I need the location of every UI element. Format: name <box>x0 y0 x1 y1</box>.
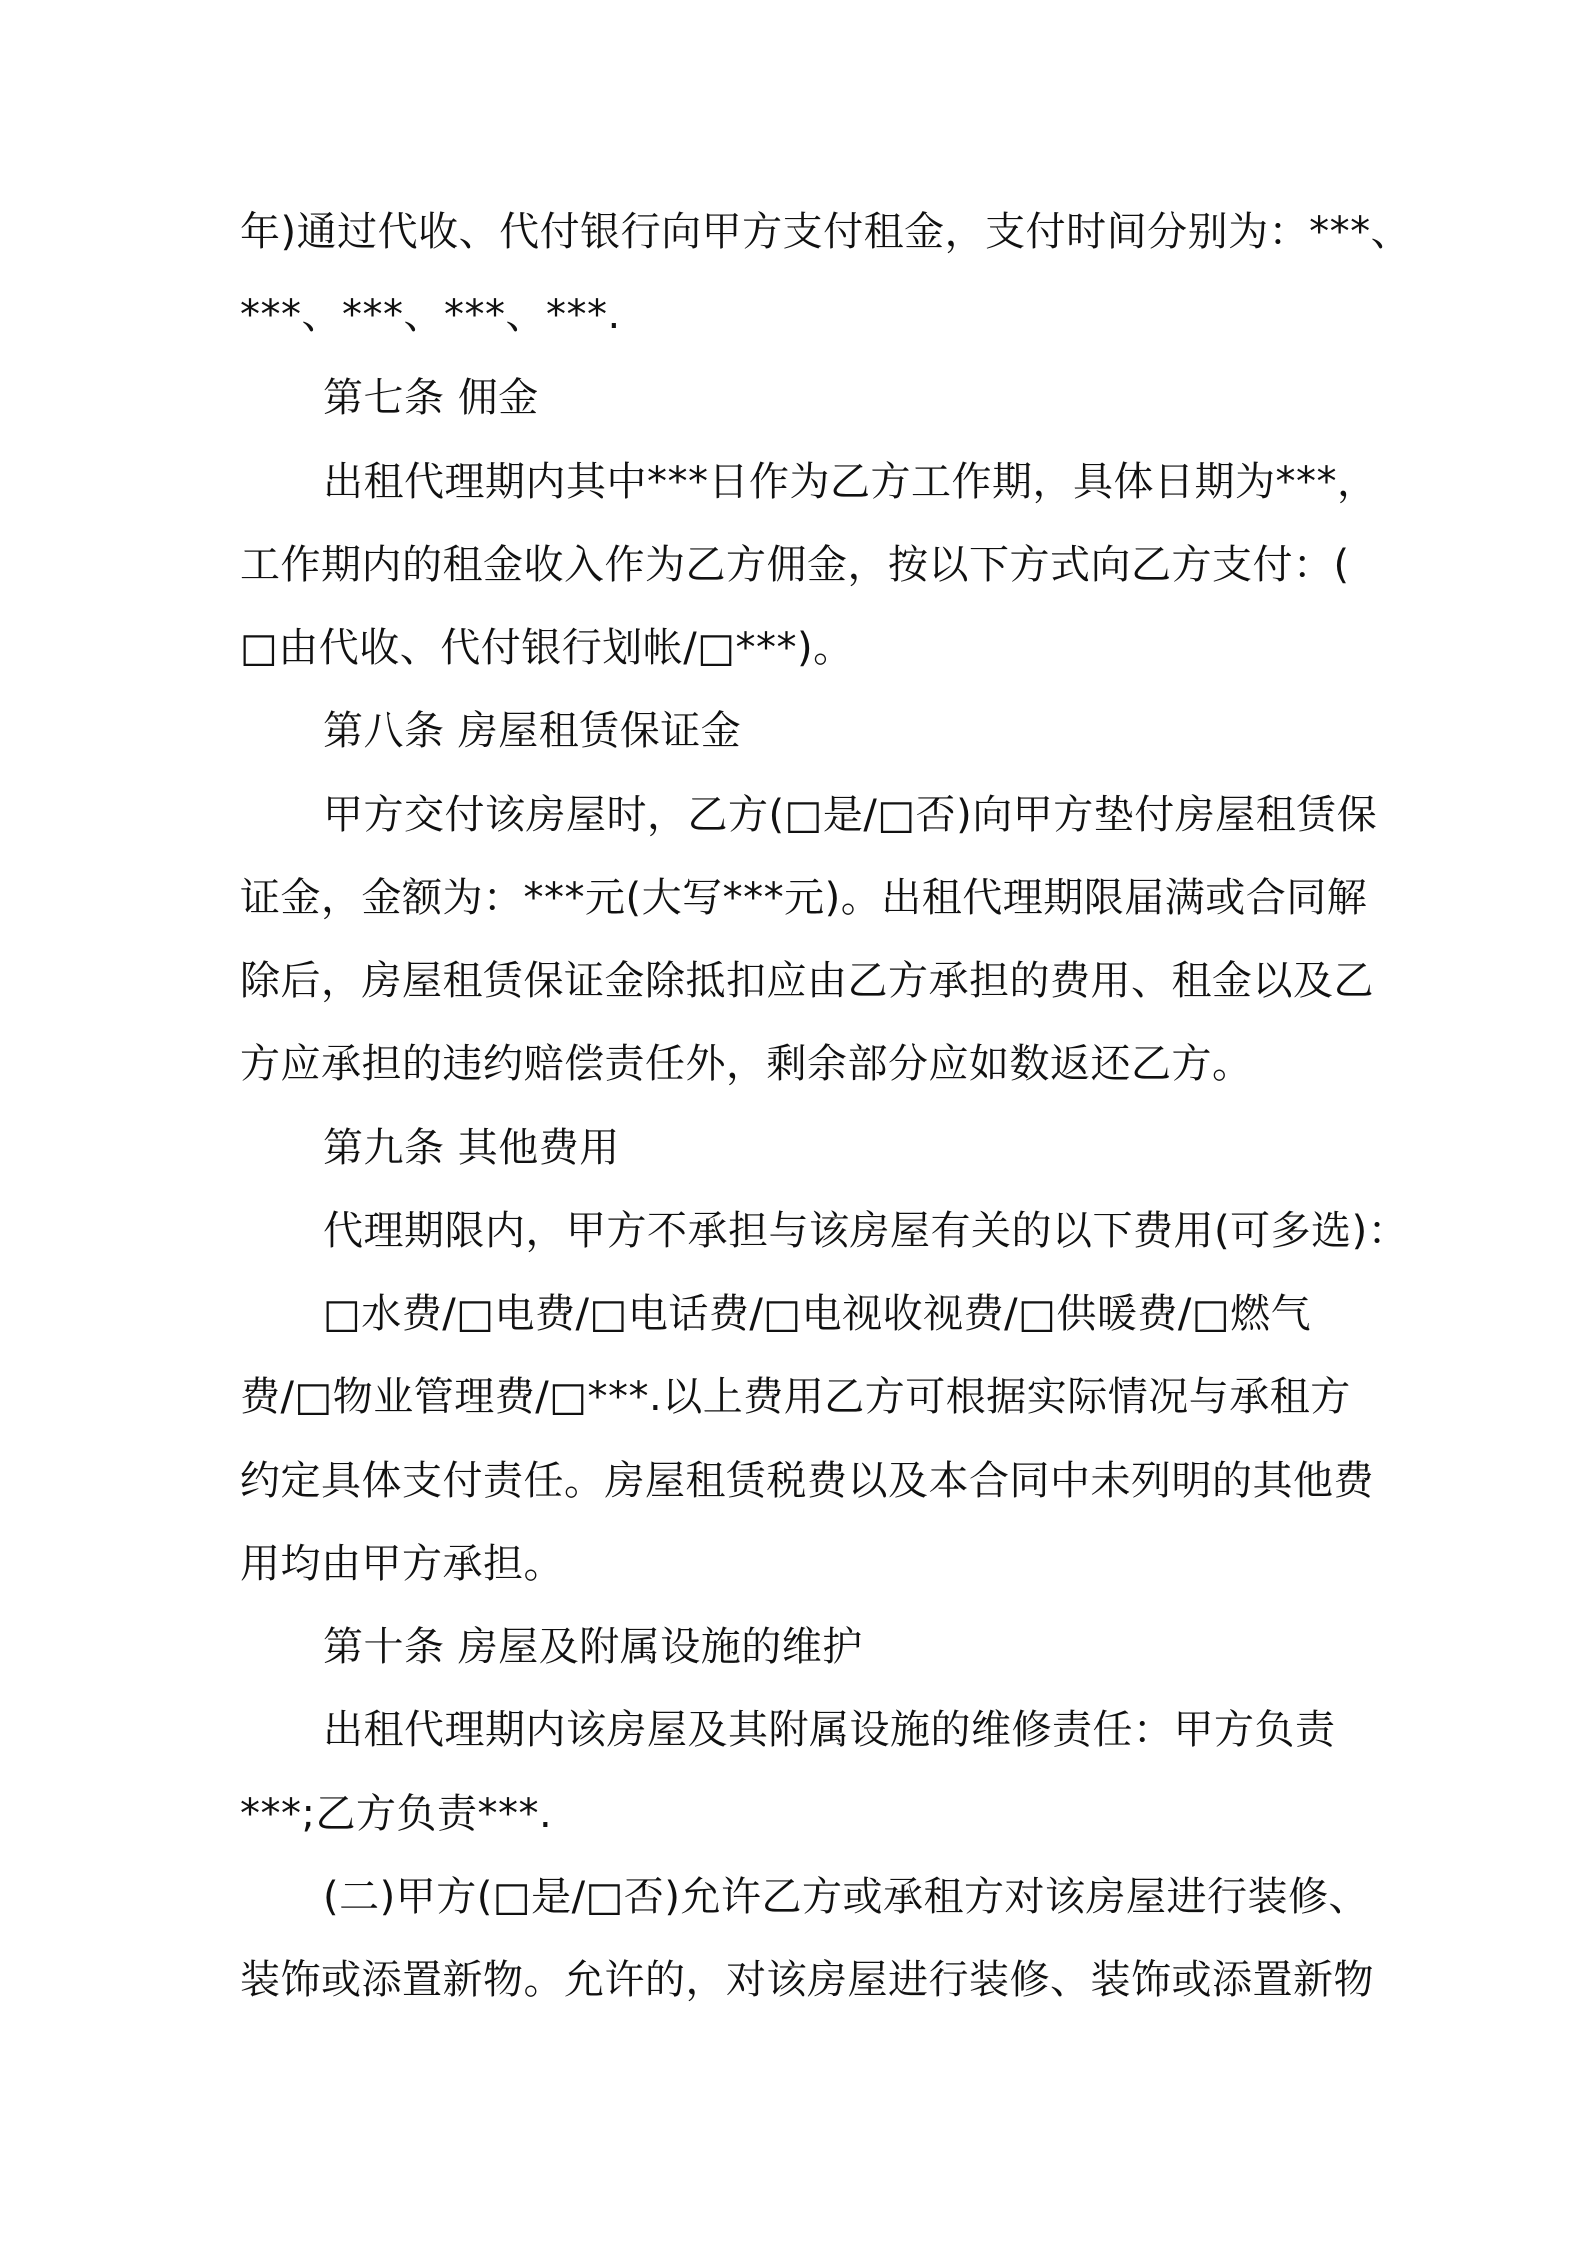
paragraph-line: 甲方交付该房屋时，乙方(□是/□否)向甲方垫付房屋租赁保 <box>323 792 1378 838</box>
paragraph-line: 装饰或添置新物。允许的，对该房屋进行装修、装饰或添置新物 <box>240 1957 1374 2003</box>
paragraph-line: 方应承担的违约赔偿责任外，剩余部分应如数返还乙方。 <box>240 1041 1253 1087</box>
paragraph-line: 用均由甲方承担。 <box>240 1541 564 1587</box>
paragraph-line: 出租代理期内该房屋及其附属设施的维修责任：甲方负责 <box>323 1707 1336 1753</box>
section-heading: 第七条 佣金 <box>323 375 539 421</box>
paragraph-line: ***;乙方负责***. <box>240 1791 553 1837</box>
section-heading: 第八条 房屋租赁保证金 <box>323 708 742 754</box>
paragraph-line: 约定具体支付责任。房屋租赁税费以及本合同中未列明的其他费 <box>240 1458 1374 1504</box>
paragraph-line: ***、***、***、***. <box>240 292 621 338</box>
paragraph-line: 代理期限内，甲方不承担与该房屋有关的以下费用(可多选)： <box>323 1208 1409 1254</box>
paragraph-line: 出租代理期内其中***日作为乙方工作期，具体日期为***， <box>323 459 1378 505</box>
paragraph-line: 证金，金额为：***元(大写***元)。出租代理期限届满或合同解 <box>240 875 1368 921</box>
paragraph-line: 工作期内的租金收入作为乙方佣金，按以下方式向乙方支付：( <box>240 542 1350 588</box>
paragraph-line: 费/□物业管理费/□***.以上费用乙方可根据实际情况与承租方 <box>240 1374 1351 1420</box>
paragraph-line: (二)甲方(□是/□否)允许乙方或承租方对该房屋进行装修、 <box>323 1874 1369 1920</box>
paragraph-line: □水费/□电费/□电话费/□电视收视费/□供暖费/□燃气 <box>323 1291 1312 1337</box>
section-heading: 第九条 其他费用 <box>323 1125 620 1171</box>
paragraph-line: 年)通过代收、代付银行向甲方支付租金，支付时间分别为：***、 <box>240 209 1412 255</box>
section-heading: 第十条 房屋及附属设施的维护 <box>323 1624 863 1670</box>
paragraph-line: □由代收、代付银行划帐/□***)。 <box>240 625 854 671</box>
paragraph-line: 除后，房屋租赁保证金除抵扣应由乙方承担的费用、租金以及乙 <box>240 958 1374 1004</box>
